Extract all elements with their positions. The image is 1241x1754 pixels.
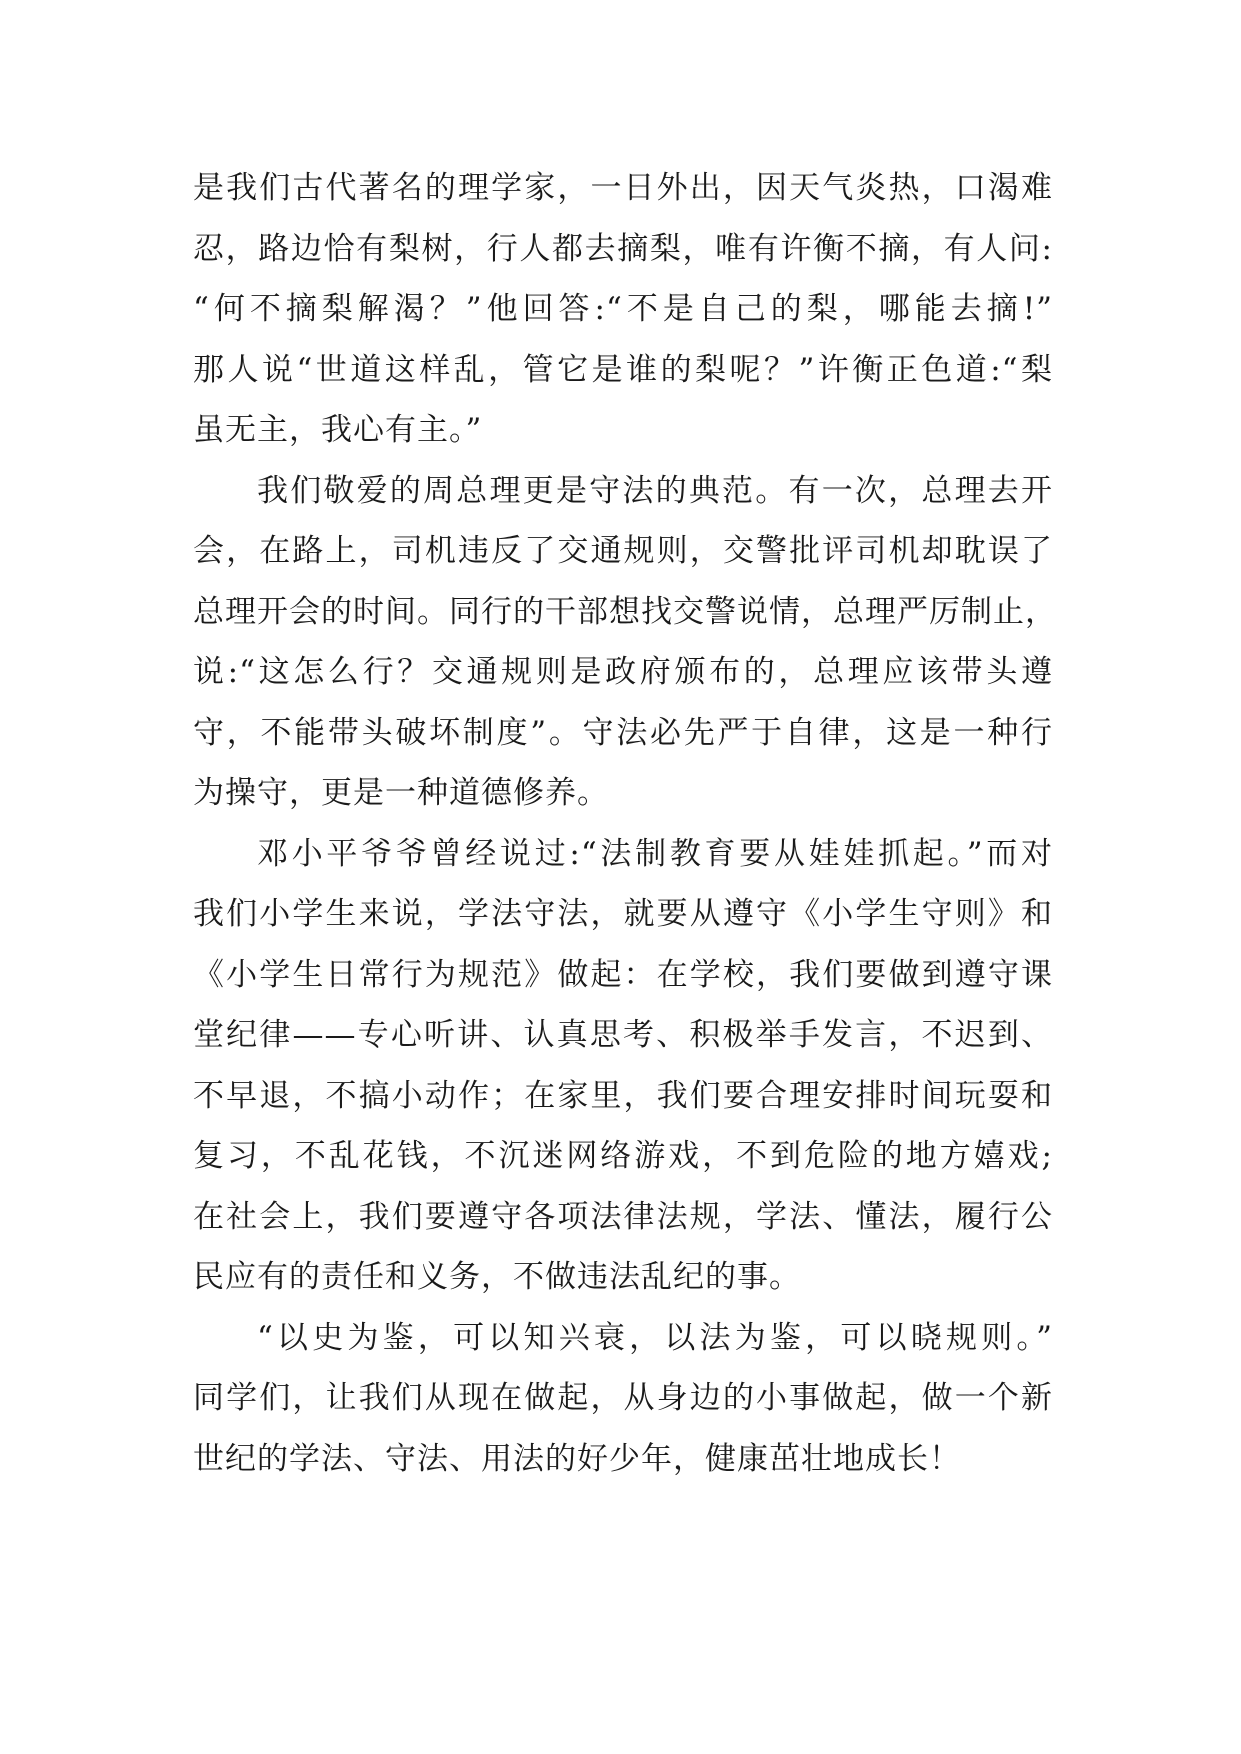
text-line: 邓小平爷爷曾经说过:“法制教育要从娃娃抓起。”而对	[257, 835, 1053, 872]
text-line: 《小学生日常行为规范》做起：在学校，我们要做到遵守课	[193, 956, 1053, 993]
text-line: 不早退，不搞小动作；在家里，我们要合理安排时间玩耍和	[193, 1077, 1053, 1114]
text-line: 同学们，让我们从现在做起，从身边的小事做起，做一个新	[193, 1380, 1053, 1416]
text-line: 虽无主，我心有主。”	[193, 412, 483, 448]
text-line: 为操守，更是一种道德修养。	[193, 775, 609, 811]
text-line: 世纪的学法、守法、用法的好少年，健康茁壮地成长！	[193, 1440, 961, 1477]
text-line: 我们小学生来说，学法守法，就要从遵守《小学生守则》和	[193, 896, 1053, 932]
text-line: 民应有的责任和义务，不做违法乱纪的事。	[193, 1259, 801, 1295]
text-line: 总理开会的时间。同行的干部想找交警说情，总理严厉制止，	[193, 593, 1057, 630]
text-line: 说:“这怎么行？交通规则是政府颁布的，总理应该带头遵	[193, 654, 1053, 690]
text-line: 复习，不乱花钱，不沉迷网络游戏，不到危险的地方嬉戏;	[193, 1138, 1053, 1174]
text-line: 是我们古代著名的理学家，一日外出，因天气炎热，口渴难	[193, 170, 1053, 206]
text-line: “以史为鉴，可以知兴衰，以法为鉴，可以晓规则。”	[257, 1319, 1053, 1356]
text-line: 在社会上，我们要遵守各项法律法规，学法、懂法，履行公	[193, 1198, 1053, 1235]
text-line: “何不摘梨解渴？”他回答:“不是自己的梨，哪能去摘!”	[193, 291, 1053, 327]
paragraph-2	[193, 461, 1057, 824]
paragraph-3	[193, 824, 1053, 1308]
text-line: 守，不能带头破坏制度”。守法必先严于自律，这是一种行	[193, 714, 1053, 751]
text-line: 会，在路上，司机违反了交通规则，交警批评司机却耽误了	[193, 533, 1053, 569]
text-line: 我们敬爱的周总理更是守法的典范。有一次，总理去开	[257, 472, 1053, 509]
text-line: 堂纪律——专心听讲、认真思考、积极举手发言，不迟到、	[193, 1017, 1053, 1053]
text-line: 忍，路边恰有梨树，行人都去摘梨，唯有许衡不摘，有人问:	[193, 230, 1053, 267]
paragraph-4	[193, 1308, 1053, 1490]
text-line: 那人说“世道这样乱，管它是谁的梨呢？”许衡正色道:“梨	[193, 351, 1053, 388]
body-text	[193, 158, 1057, 1489]
paragraph-1	[193, 158, 1053, 461]
